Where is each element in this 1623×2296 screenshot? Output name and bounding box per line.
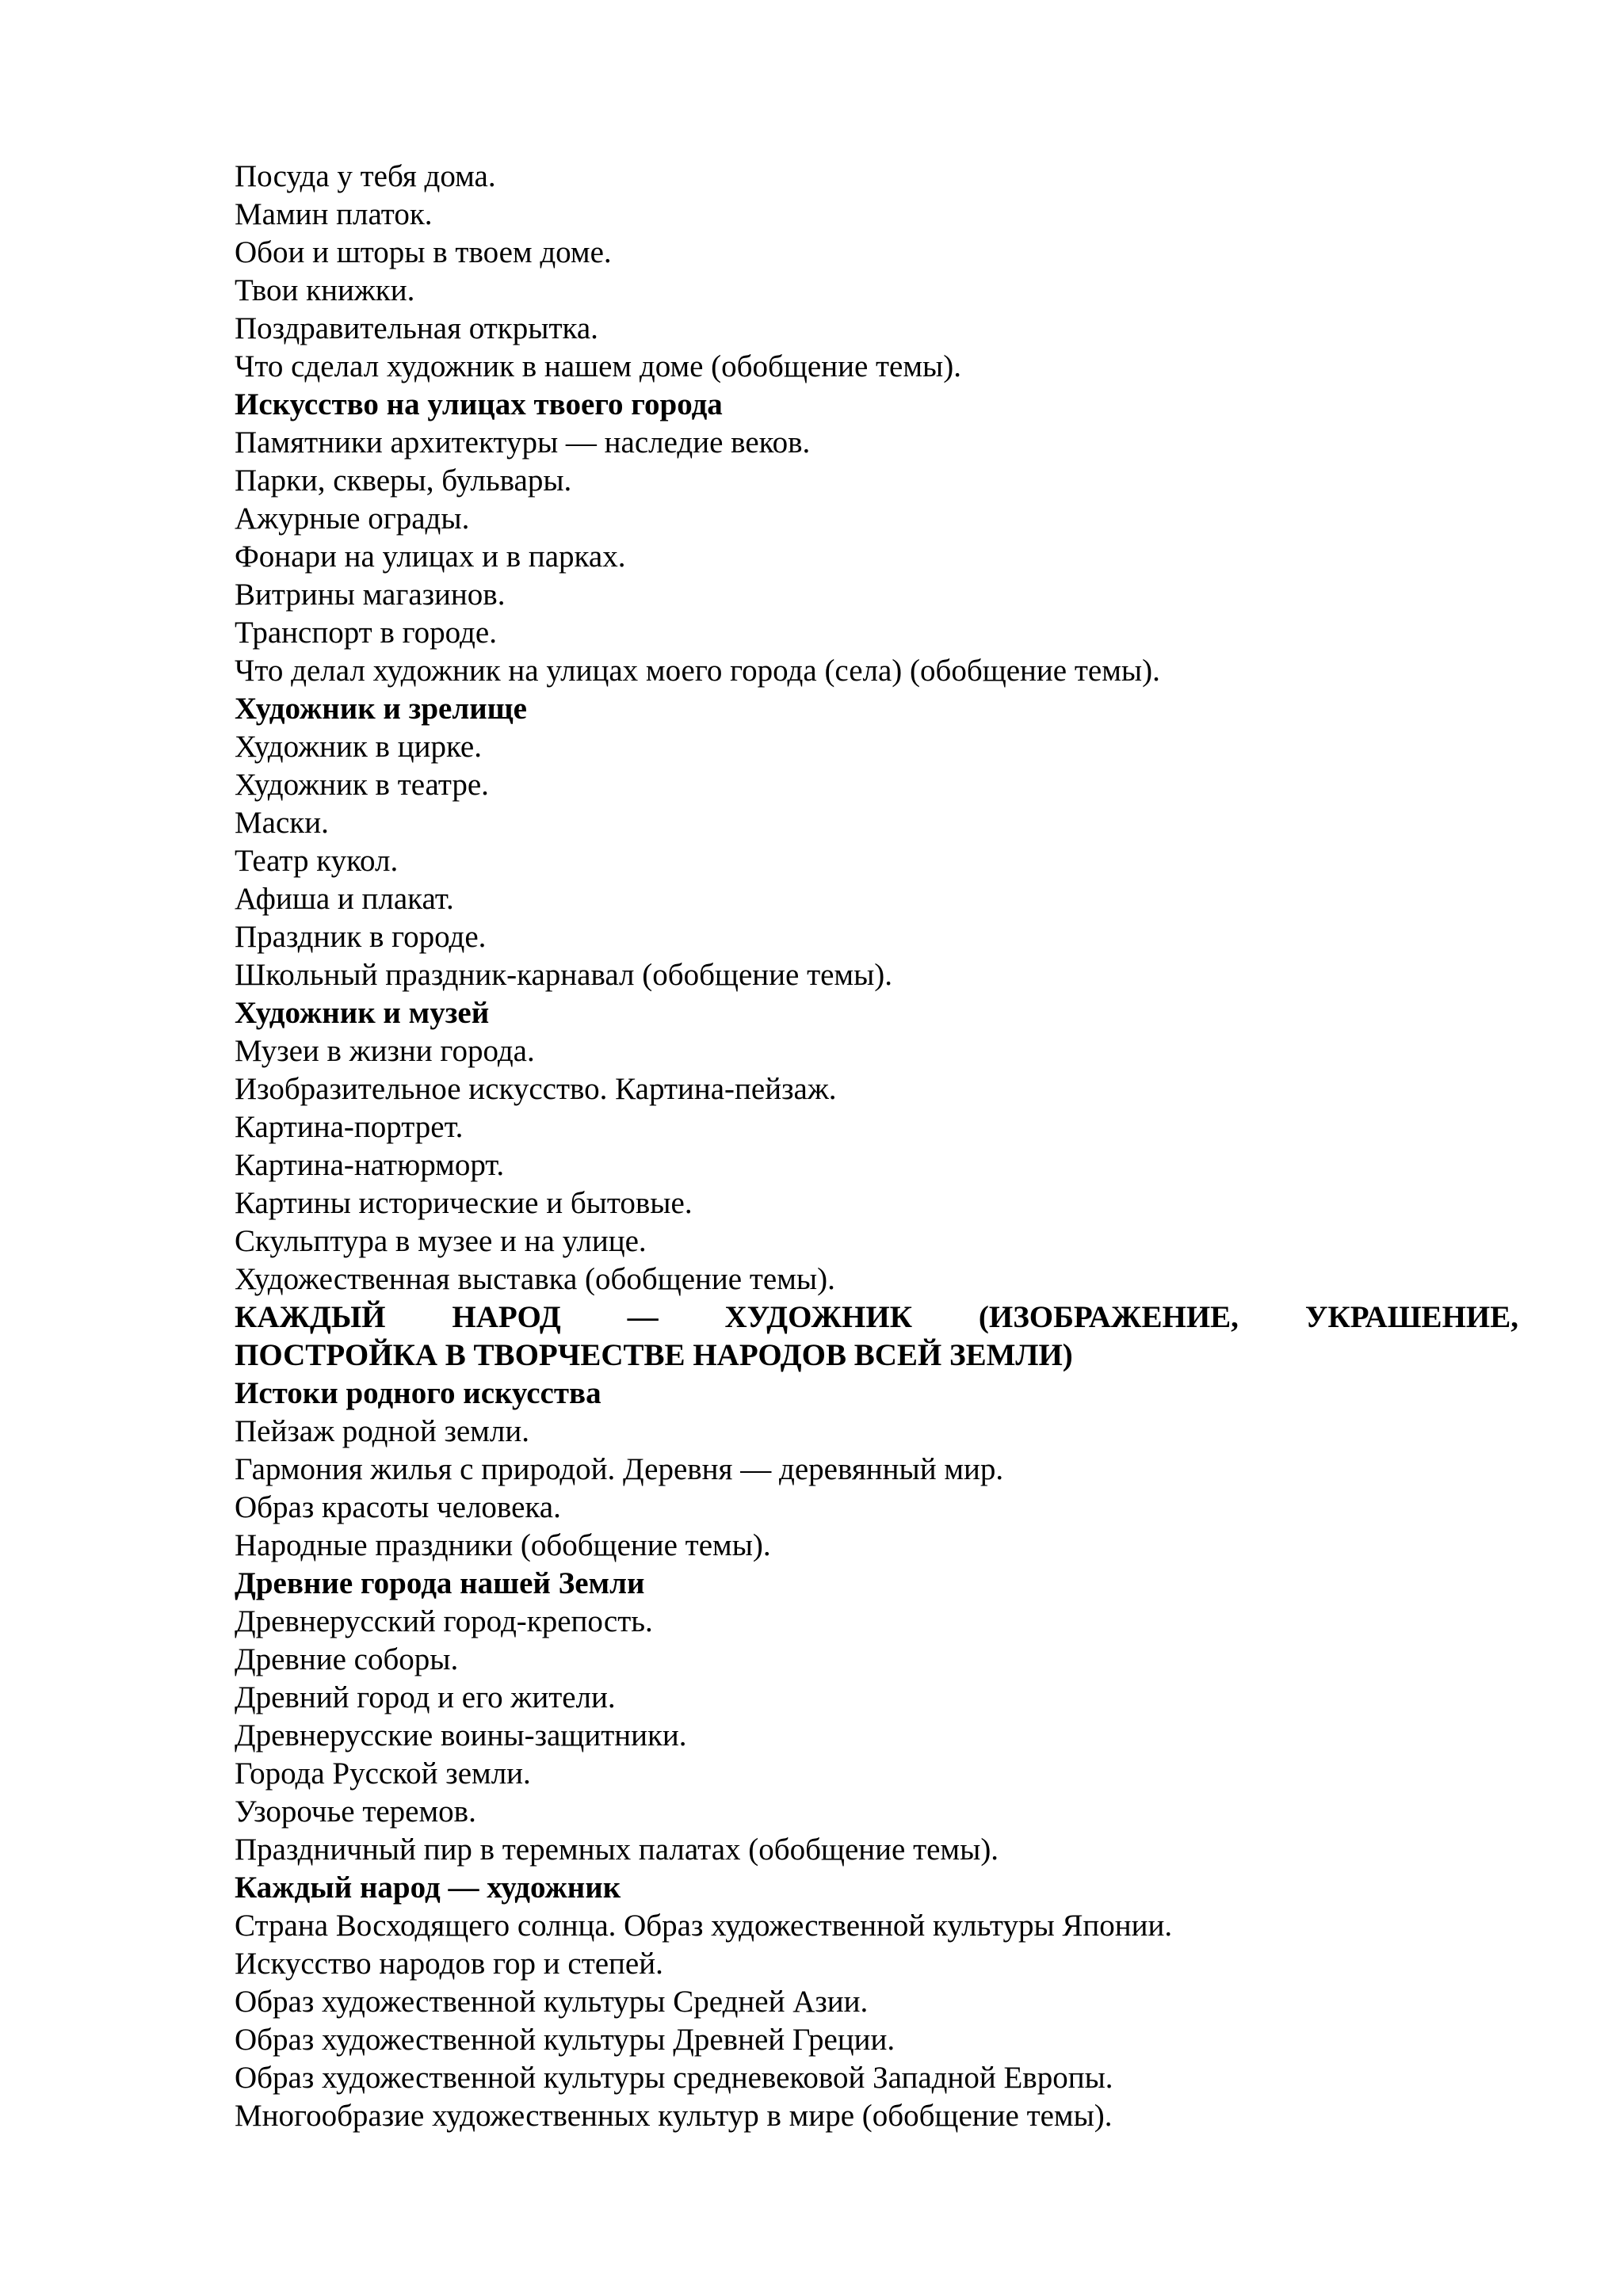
section-heading: Каждый народ — художник bbox=[235, 1871, 621, 1905]
text-line: Изобразительное искусство. Картина-пейзаж. bbox=[235, 1072, 837, 1106]
text-line: Праздничный пир в теремных палатах (обобщение темы). bbox=[235, 1833, 999, 1867]
part-title: КАЖДЫЙ НАРОД — ХУДОЖНИК (ИЗОБРАЖЕНИЕ, УКРАШЕНИЕ, bbox=[235, 1300, 1518, 1334]
text-line: Многообразие художественных культур в мире (обобщение темы). bbox=[235, 2099, 1113, 2133]
section-heading: Истоки родного искусства bbox=[235, 1376, 601, 1410]
part-title: ПОСТРОЙКА В ТВОРЧЕСТВЕ НАРОДОВ ВСЕЙ ЗЕМЛИ) bbox=[235, 1338, 1073, 1372]
text-line: Мамин платок. bbox=[235, 197, 433, 231]
section-heading: Художник и музей bbox=[235, 996, 490, 1030]
text-line: Поздравительная открытка. bbox=[235, 311, 598, 345]
text-line: Скульптура в музее и на улице. bbox=[235, 1224, 647, 1258]
document-body bbox=[235, 158, 1518, 2135]
text-line: Парки, скверы, бульвары. bbox=[235, 463, 572, 498]
section-heading: Искусство на улицах твоего города bbox=[235, 387, 723, 421]
text-line: Твои книжки. bbox=[235, 273, 415, 307]
section-heading: Художник и зрелище bbox=[235, 692, 527, 726]
text-line: Узорочье теремов. bbox=[235, 1794, 476, 1829]
section-heading: Древние города нашей Земли bbox=[235, 1566, 645, 1600]
text-line: Памятники архитектуры — наследие веков. bbox=[235, 425, 811, 460]
text-line: Города Русской земли. bbox=[235, 1756, 531, 1791]
text-line: Фонари на улицах и в парках. bbox=[235, 540, 626, 574]
text-line: Образ художественной культуры средневековой Западной Европы. bbox=[235, 2061, 1113, 2095]
text-line: Картина-натюрморт. bbox=[235, 1148, 505, 1182]
text-line: Образ художественной культуры Древней Греции. bbox=[235, 2023, 896, 2057]
text-line: Транспорт в городе. bbox=[235, 616, 497, 650]
text-line: Посуда у тебя дома. bbox=[235, 159, 496, 193]
text-line: Образ красоты человека. bbox=[235, 1490, 561, 1524]
text-line: Маски. bbox=[235, 806, 329, 840]
text-line: Ажурные ограды. bbox=[235, 502, 470, 536]
text-line: Гармония жилья с природой. Деревня — деревянный мир. bbox=[235, 1452, 1004, 1486]
text-line: Древнерусский город-крепость. bbox=[235, 1604, 653, 1638]
text-line: Образ художественной культуры Средней Азии. bbox=[235, 1985, 869, 2019]
text-line: Древний город и его жители. bbox=[235, 1680, 616, 1714]
text-line: Художник в цирке. bbox=[235, 730, 482, 764]
text-line: Пейзаж родной земли. bbox=[235, 1414, 529, 1448]
text-line: Художник в театре. bbox=[235, 768, 489, 802]
text-line: Праздник в городе. bbox=[235, 920, 487, 954]
text-line: Школьный праздник-карнавал (обобщение темы). bbox=[235, 958, 893, 992]
text-line: Музеи в жизни города. bbox=[235, 1034, 535, 1068]
text-line: Картины исторические и бытовые. bbox=[235, 1186, 693, 1220]
text-line: Народные праздники (обобщение темы). bbox=[235, 1528, 771, 1562]
text-line: Искусство народов гор и степей. bbox=[235, 1947, 663, 1981]
text-line: Витрины магазинов. bbox=[235, 578, 506, 612]
text-line: Обои и шторы в твоем доме. bbox=[235, 235, 612, 269]
text-line: Что делал художник на улицах моего города (села) (обобщение темы). bbox=[235, 654, 1160, 688]
text-line: Картина-портрет. bbox=[235, 1110, 464, 1144]
text-line: Художественная выставка (обобщение темы). bbox=[235, 1262, 835, 1296]
text-line: Театр кукол. bbox=[235, 844, 399, 878]
text-line: Афиша и плакат. bbox=[235, 882, 454, 916]
text-line: Страна Восходящего солнца. Образ художественной культуры Японии. bbox=[235, 1909, 1173, 1943]
text-line: Древние соборы. bbox=[235, 1642, 459, 1676]
text-line: Древнерусские воины-защитники. bbox=[235, 1718, 687, 1753]
text-line: Что сделал художник в нашем доме (обобщение темы). bbox=[235, 349, 961, 383]
